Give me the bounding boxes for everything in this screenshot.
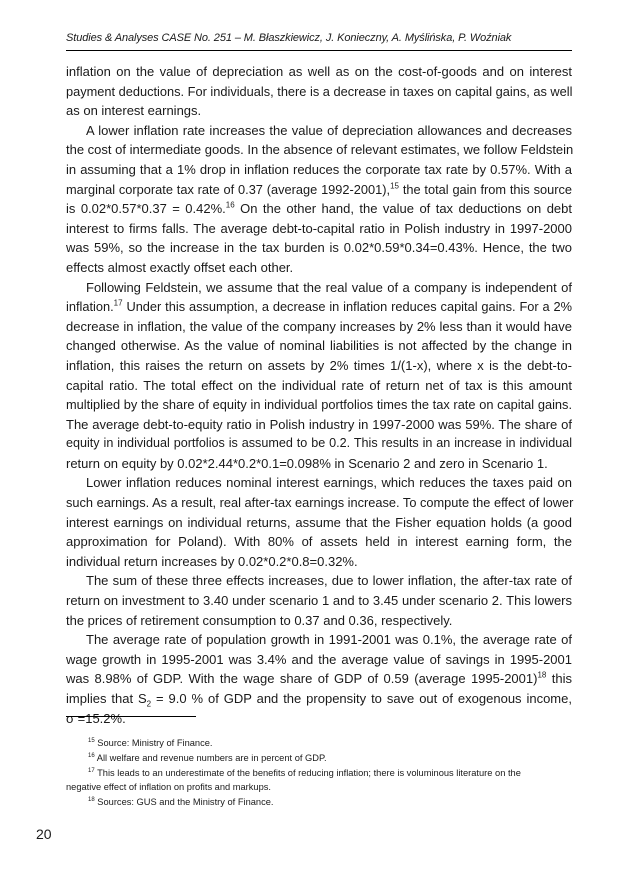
text-line: The average debt-to-equity ratio in Polish industry in 1997-2000 was 59%. The share of [66, 416, 572, 432]
footnote-ref-18[interactable]: 18 [537, 671, 547, 681]
text-line: in assuming that a 1% drop in inflation reduces the corporate tax rate by 0.57%. With a [66, 161, 572, 177]
text-line: σ =15.2%. [66, 710, 126, 726]
footnote-18 [66, 795, 572, 810]
text-segment: is 0.02*0.57*0.37 = 0.42%. [66, 201, 226, 217]
footnote-ref-16[interactable]: 16 [225, 200, 235, 210]
text-line: payment deductions. For individuals, there is a decrease in taxes on capital gains, as well [66, 83, 573, 99]
footnote-number: 15 [88, 737, 95, 744]
text-segment: On the other hand, the value of tax deductions on debt [240, 201, 572, 217]
footnote-text: Source: Ministry of Finance. [97, 738, 213, 748]
footnote-ref-17[interactable]: 17 [113, 298, 123, 308]
text-line: return on investment to 3.40 under scenario 1 and to 3.45 under scenario 2. This lowers [66, 593, 572, 609]
text-line: decrease in inflation, the value of the company increases by 2% less than it would have [66, 318, 572, 334]
text-line: inflation, this raises the return on assets by 2% times 1/(1-x), where x is the debt-to- [66, 357, 572, 373]
text-line: the prices of retirement consumption to 0.37 and 0.36, respectively. [66, 612, 453, 628]
page-number: 20 [36, 826, 52, 842]
body-text [66, 62, 572, 728]
text-segment: this [551, 671, 572, 687]
footnote-number: 18 [88, 797, 95, 804]
text-line: the cost of intermediate goods. In the absence of relevant estimates, we follow Feldstein [66, 142, 574, 158]
text-line: return on equity by 0.02*2.44*0.2*0.1=0.098% in Scenario 2 and zero in Scenario 1. [66, 455, 548, 471]
text-line: as on interest earnings. [66, 103, 202, 119]
footnote-text: Sources: GUS and the Ministry of Finance. [97, 797, 274, 808]
paragraph-start: The sum of these three effects increases, due to lower inflation, the after-tax rate of [86, 573, 572, 589]
paragraph-start: The average rate of population growth in 1991-2001 was 0.1%, the average rate of [86, 632, 572, 648]
footnote-17-continued [66, 780, 572, 795]
text-segment: = 9.0 % of GDP and the propensity to save out of exogenous income, [156, 691, 572, 706]
footnote-number: 16 [88, 752, 95, 759]
footnotes [66, 736, 572, 810]
footnote-number: 17 [88, 767, 95, 774]
text-segment: marginal corporate tax rate of 0.37 (average 1992-2001), [66, 181, 391, 197]
text-line [66, 689, 572, 709]
text-line [66, 297, 572, 317]
footnote-rule [66, 716, 196, 717]
text-segment: Under this assumption, a decrease in inflation reduces capital gains. For a 2% [126, 299, 572, 315]
text-line: multiplied by the share of equity in individual portfolios times the tax rate on capital gains. [66, 397, 572, 413]
text-line [66, 669, 572, 689]
text-segment: the total gain from this source [402, 181, 573, 197]
text-line: changed otherwise. As the value of nominal liabilities is not affected by the change in [66, 338, 572, 354]
text-line [66, 199, 572, 219]
text-line: was 59%, so the increase in the tax burden is 0.02*0.59*0.34=0.43%. Hence, the two [66, 240, 572, 256]
footnote-ref-15[interactable]: 15 [390, 181, 399, 191]
footnote-16 [66, 751, 572, 766]
paragraph-start: A lower inflation rate increases the value of depreciation allowances and decreases [86, 122, 572, 138]
text-segment: implies that S [66, 691, 147, 706]
footnote-text: negative effect of inflation on profits and markups. [66, 782, 271, 793]
text-segment: was 8.98% of GDP. With the wage share of GDP of 0.59 (average 1995-2001) [66, 671, 538, 687]
text-line: capital ratio. The total effect on the individual rate of return net of tax is this amount [66, 377, 572, 393]
text-line: equity in individual portfolios is assumed to be 0.2. This results in an increase in individual [66, 436, 572, 451]
text-line: interest earnings on individual returns, assume that the Fisher equation holds (a good [66, 514, 572, 530]
text-line: wage growth in 1995-2001 was 3.4% and the average value of savings in 1995-2001 [66, 651, 572, 667]
text-line: individual return increases by 0.02*0.2*0.8=0.32%. [66, 553, 358, 569]
text-line: inflation on the value of depreciation as well as on the cost-of-goods and on interest [66, 64, 572, 79]
text-line: such earnings. As a result, real after-tax earnings increase. To compute the effect of lower [66, 495, 574, 511]
subscript: 2 [146, 699, 152, 709]
text-line [66, 180, 572, 200]
footnote-17 [66, 766, 572, 781]
footnote-text: All welfare and revenue numbers are in percent of GDP. [96, 752, 327, 763]
paragraph-start: Following Feldstein, we assume that the real value of a company is independent of [86, 279, 572, 295]
running-header: Studies & Analyses CASE No. 251 – M. Błaszkiewicz, J. Konieczny, A. Myślińska, P. Woźniak [66, 32, 512, 44]
text-line: effects almost exactly offset each other. [66, 259, 294, 275]
text-line: approximation for Poland). With 80% of assets held in interest earning form, the [66, 534, 572, 550]
paragraph-start: Lower inflation reduces nominal interest earnings, which reduces the taxes paid on [86, 475, 572, 491]
text-segment: inflation. [66, 299, 114, 315]
footnote-15 [66, 736, 572, 751]
footnote-text: This leads to an underestimate of the benefits of reducing inflation; there is voluminous literature on the [97, 767, 521, 778]
header-rule [66, 50, 572, 51]
text-line: interest to firms falls. The average debt-to-capital ratio in Polish industry in 1997-2000 [66, 220, 572, 236]
